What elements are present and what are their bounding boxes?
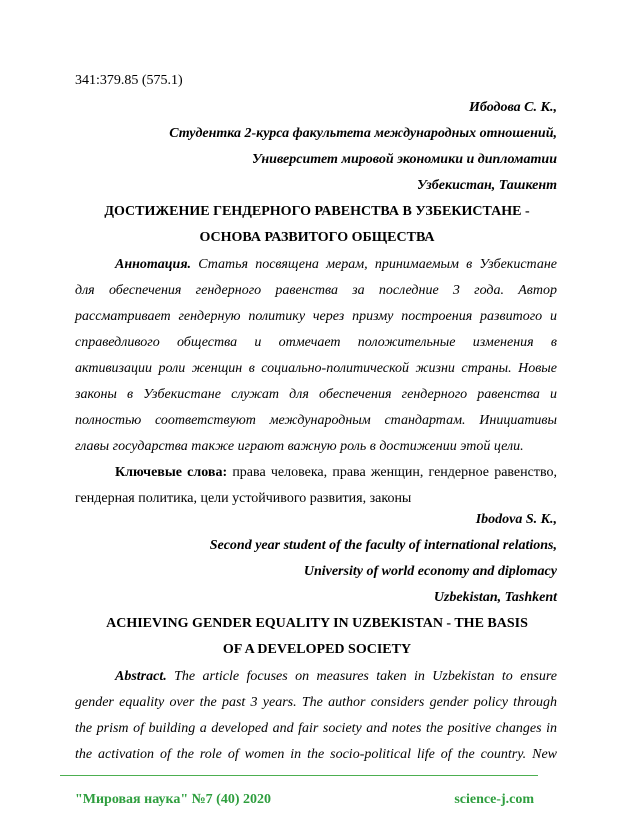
ru-abstract-line: полностью соответствуют международным стандартам. Инициативы (75, 413, 557, 428)
en-abstract-label: Abstract. (115, 669, 167, 684)
ru-keywords-label: Ключевые слова: (115, 465, 228, 480)
ru-keywords-line: гендерная политика, цели устойчивого развития, законы (75, 491, 412, 506)
en-title-line2: OF A DEVELOPED SOCIETY (222, 642, 412, 657)
ru-abstract (75, 252, 557, 460)
footer-divider (60, 775, 538, 776)
ru-author-location: Узбекистан, Ташкент (417, 178, 557, 193)
ru-abstract-line: рассматривает гендерную политику через призму построения развитого и (75, 309, 557, 324)
en-author-position: Second year student of the faculty of international relations, (209, 538, 557, 553)
ru-abstract-label: Аннотация. (115, 257, 192, 272)
ru-title-line2: ОСНОВА РАЗВИТОГО ОБЩЕСТВА (199, 230, 435, 245)
ru-abstract-line: для обеспечения гендерного равенства за последние 3 года. Автор (75, 283, 557, 298)
en-abstract-line: the activation of the role of women in the socio-political life of the country. New (75, 747, 557, 762)
ru-author-name: Ибодова С. К., (469, 100, 557, 115)
en-author-university: University of world economy and diplomacy (303, 564, 557, 579)
ru-abstract-line: Аннотация. Статья посвящена мерам, принимаемым в Узбекистане (115, 257, 557, 272)
en-author-name: Ibodova S. K., (475, 512, 557, 527)
footer-site-link[interactable]: science-j.com (454, 792, 534, 807)
ru-abstract-line: активизации роли женщин в социально-политической жизни страны. Новые (75, 361, 557, 376)
ru-abstract-line: главы государства также играют важную роль в достижении этой цели. (75, 439, 524, 454)
ru-author-position: Студентка 2-курса факультета международных отношений, (169, 126, 557, 141)
en-title-line1: ACHIEVING GENDER EQUALITY IN UZBEKISTAN - THE BASIS (106, 616, 528, 631)
ru-abstract-line: справедливого общества и отмечает положительные изменения в (75, 335, 557, 350)
en-abstract-line: gender equality over the past 3 years. The author considers gender policy through (75, 695, 557, 710)
en-author-location: Uzbekistan, Tashkent (433, 590, 557, 605)
en-abstract (75, 664, 557, 768)
ru-author-university: Университет мировой экономики и дипломатии (252, 152, 557, 167)
en-abstract-line: the prism of building a developed and fair society and notes the positive changes in (75, 721, 557, 736)
ru-keywords-line: Ключевые слова: права человека, права женщин, гендерное равенство, (115, 465, 557, 480)
ru-keywords (75, 460, 557, 512)
ru-title-line1: ДОСТИЖЕНИЕ ГЕНДЕРНОГО РАВЕНСТВА В УЗБЕКИСТАНЕ - (104, 204, 530, 219)
en-abstract-line: Abstract. The article focuses on measures taken in Uzbekistan to ensure (115, 669, 557, 684)
udc-code: 341:379.85 (575.1) (75, 73, 183, 88)
footer-journal: "Мировая наука" №7 (40) 2020 (75, 792, 271, 807)
ru-abstract-line: законы в Узбекистане служат для обеспечения гендерного равенства и (75, 387, 557, 402)
